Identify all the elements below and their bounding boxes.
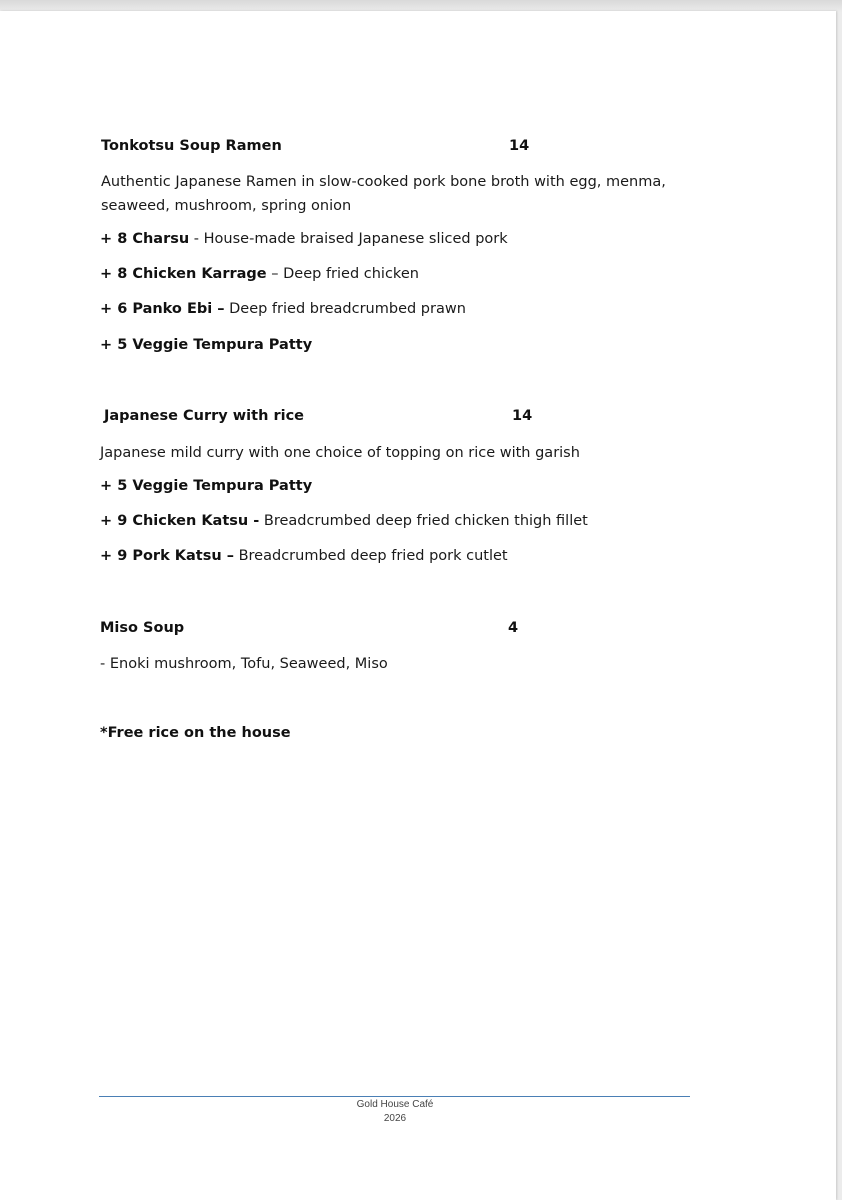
addon-description: Breadcrumbed deep fried pork cutlet bbox=[238, 548, 508, 564]
ramen-description: Authentic Japanese Ramen in slow-cooked pork bone broth with egg, menma, seaweed, mushroom, spring onion bbox=[101, 174, 666, 214]
ramen-addon-chicken-karrage bbox=[100, 266, 419, 282]
addon-label: + 5 Veggie Tempura Patty bbox=[100, 337, 313, 353]
curry-title: Japanese Curry with rice bbox=[104, 408, 304, 424]
ramen-addon-charsu bbox=[100, 231, 508, 247]
addon-description: Deep fried chicken bbox=[283, 266, 419, 282]
addon-label: + 9 Chicken Katsu - bbox=[100, 513, 260, 529]
miso-price: 4 bbox=[508, 620, 519, 636]
footer-year: 2026 bbox=[383, 1113, 407, 1124]
addon-description: Deep fried breadcrumbed prawn bbox=[229, 301, 466, 317]
footer-cafe-name: Gold House Café bbox=[356, 1099, 434, 1110]
addon-separator: - bbox=[189, 231, 204, 247]
addon-description: House-made braised Japanese sliced pork bbox=[203, 231, 508, 247]
addon-label: + 9 Pork Katsu – bbox=[100, 548, 234, 564]
addon-separator: – bbox=[266, 266, 284, 282]
curry-price: 14 bbox=[512, 408, 533, 424]
curry-addon-veggie-tempura bbox=[100, 478, 312, 494]
miso-description: - Enoki mushroom, Tofu, Seaweed, Miso bbox=[100, 656, 388, 672]
addon-label: + 5 Veggie Tempura Patty bbox=[100, 478, 313, 494]
addon-label: + 8 Chicken Karrage bbox=[100, 266, 267, 282]
addon-label: + 8 Charsu bbox=[100, 231, 190, 247]
ramen-title: Tonkotsu Soup Ramen bbox=[101, 138, 282, 154]
miso-title: Miso Soup bbox=[100, 620, 185, 636]
addon-description: Breadcrumbed deep fried chicken thigh fillet bbox=[263, 513, 588, 529]
menu-page bbox=[0, 11, 836, 1200]
addon-label: + 6 Panko Ebi – bbox=[100, 301, 225, 317]
curry-addon-pork-katsu bbox=[100, 548, 508, 564]
ramen-addon-veggie-tempura bbox=[100, 337, 312, 353]
footer-divider bbox=[99, 1096, 690, 1097]
ramen-price: 14 bbox=[509, 138, 530, 154]
curry-addon-chicken-katsu bbox=[100, 513, 588, 529]
ramen-addon-panko-ebi bbox=[100, 301, 466, 317]
curry-description: Japanese mild curry with one choice of topping on rice with garish bbox=[100, 445, 580, 461]
free-rice-note: *Free rice on the house bbox=[100, 725, 291, 741]
